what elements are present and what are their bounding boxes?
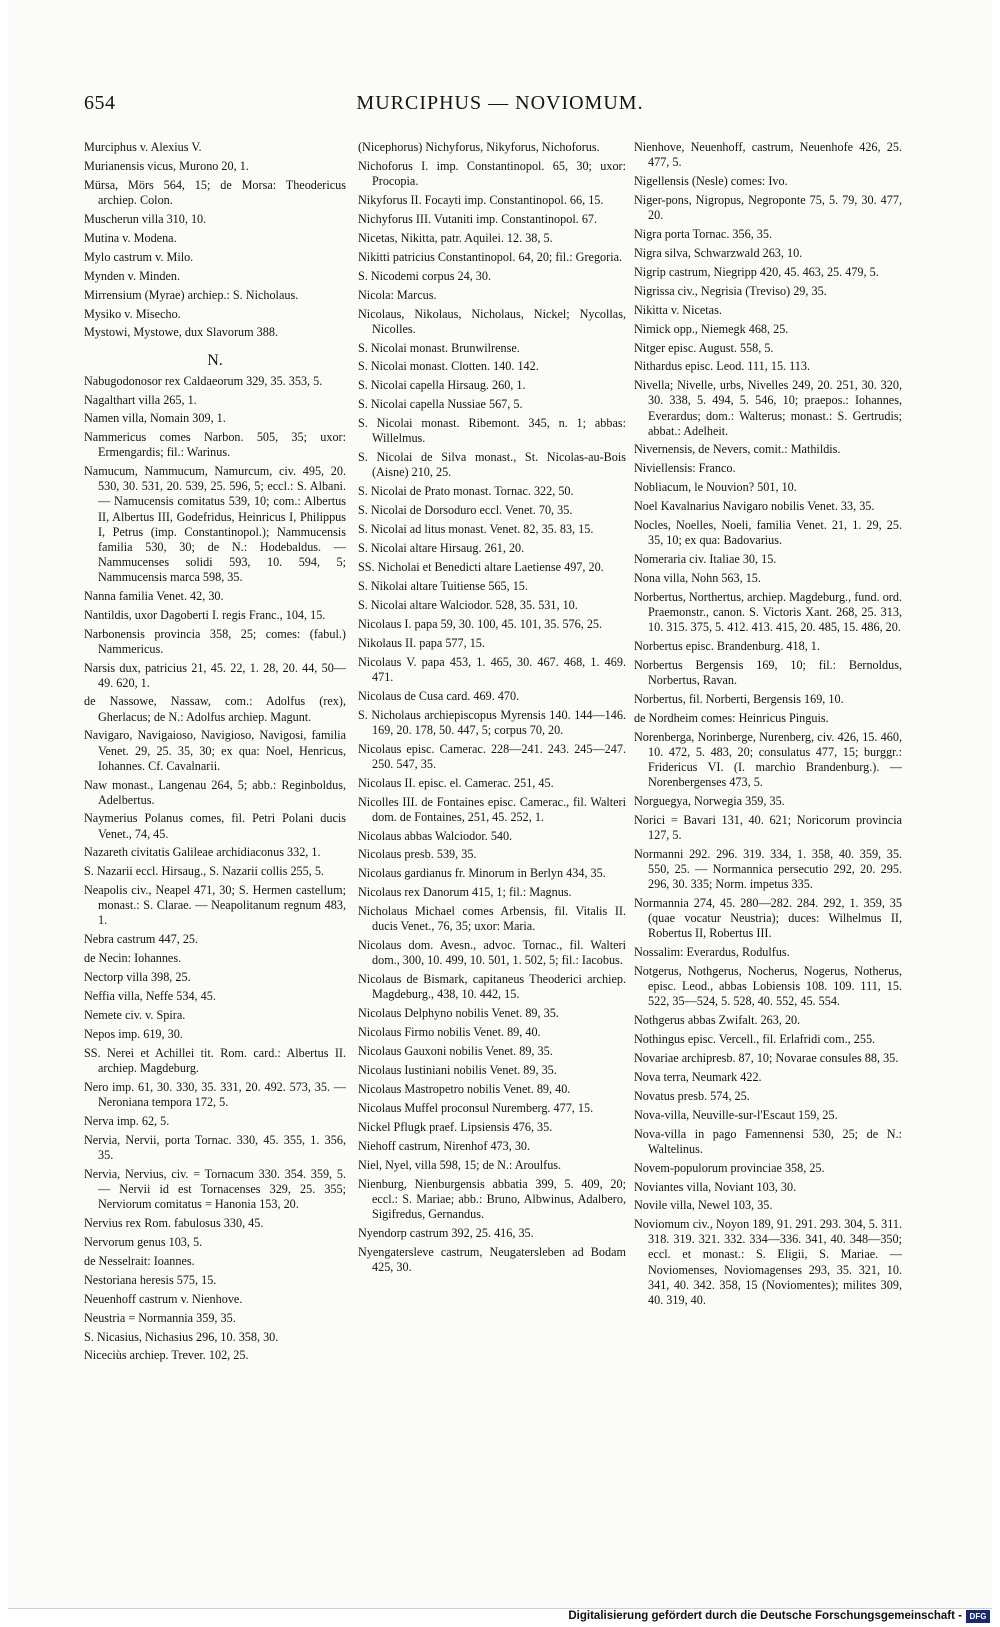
- index-entry: Naw monast., Langenau 264, 5; abb.: Reginboldus, Adelbertus.: [84, 777, 346, 807]
- index-entry: Niel, Nyel, villa 598, 15; de N.: Aroulfus.: [358, 1157, 562, 1172]
- index-entry: S. Nicolai ad litus monast. Venet. 82, 35. 83, 15.: [358, 522, 594, 537]
- index-entry: Nazareth civitatis Galileae archidiaconus 332, 1.: [84, 845, 321, 860]
- index-entry: Noel Kavalnarius Navigaro nobilis Venet. 33, 35.: [634, 499, 875, 514]
- index-entry: Nemete civ. v. Spira.: [84, 1008, 186, 1023]
- index-entry: Norenberga, Norinberge, Nurenberg, civ. 426, 15. 460, 10. 472, 5. 483, 20; consulatus 477, 15; burggr.: Fridericus VI. (I. marchio Brandenburg.). — Norenbergenses 473, 5.: [634, 729, 902, 790]
- index-entry: Norbertus, Northertus, archiep. Magdeburg., fund. ord. Praemonstr., canon. S. Victoris Xant. 268, 25. 313, 10. 315. 375, 5. 412. 413. 415, 20. 485, 15. 486, 20.: [634, 590, 902, 635]
- index-entry: Nienburg, Nienburgensis abbatia 399, 5. 409, 20; eccl.: S. Mariae; abb.: Bruno, Albwinus, Adalbero, Sigifredus, Gernandus.: [358, 1176, 626, 1221]
- index-entry: Novatus presb. 574, 25.: [634, 1088, 750, 1103]
- index-entry: Nicolaus de Bismark, capitaneus Theoderici archiep. Magdeburg., 438, 10. 442, 15.: [358, 972, 626, 1002]
- index-entry: Nicolaus rex Danorum 415, 1; fil.: Magnus.: [358, 885, 572, 900]
- index-entry: Nicolaus dom. Avesn., advoc. Tornac., fil. Walteri dom., 300, 10. 499, 10. 501, 1. 502, 5; fil.: Iacobus.: [358, 938, 626, 968]
- index-entry: S. Nazarii eccl. Hirsaug., S. Nazarii collis 255, 5.: [84, 864, 324, 879]
- index-entry: Nicolaus Gauxoni nobilis Venet. 89, 35.: [358, 1044, 553, 1059]
- index-entry: Neapolis civ., Neapel 471, 30; S. Hermen castellum; monast.: S. Clarae. — Neapolitanum regnum 483, 1.: [84, 883, 346, 928]
- index-entry: Novem-populorum provinciae 358, 25.: [634, 1160, 825, 1175]
- index-entry: Nikolaus II. papa 577, 15.: [358, 635, 485, 650]
- index-entry: Nicolaus episc. Camerac. 228—241. 243. 245—247. 250. 547, 35.: [358, 741, 626, 771]
- index-entry: SS. Nerei et Achillei tit. Rom. card.: Albertus II. archiep. Magdeburg.: [84, 1046, 346, 1076]
- index-entry: Norbertus episc. Brandenburg. 418, 1.: [634, 639, 820, 654]
- index-entry: Nicetas, Nikitta, patr. Aquilei. 12. 38, 5.: [358, 230, 553, 245]
- section-letter: N.: [207, 351, 223, 369]
- index-entry: Navigaro, Navigaioso, Navigioso, Navigosi, familia Venet. 29, 25. 35, 30; ex qua: Noel, Henricus, Iohannes. Cf. Cavalnarii.: [84, 728, 346, 773]
- index-entry: Nithardus episc. Leod. 111, 15. 113.: [634, 359, 811, 374]
- index-entry: de Nordheim comes: Heinricus Pinguis.: [634, 710, 829, 725]
- index-entry: Nicolaus Muffel proconsul Nuremberg. 477, 15.: [358, 1100, 594, 1115]
- index-entry: Nova-villa, Neuville-sur-l'Escaut 159, 25.: [634, 1107, 838, 1122]
- index-entry: S. Nicolai monast. Ribemont. 345, n. 1; abbas: Willelmus.: [358, 416, 626, 446]
- index-entry: Nervius rex Rom. fabulosus 330, 45.: [84, 1215, 264, 1230]
- index-entry: Niehoff castrum, Nirenhof 473, 30.: [358, 1138, 531, 1153]
- index-entry: S. Nicolai monast. Brunwilrense.: [358, 340, 520, 355]
- index-entry: S. Nikolai altare Tuitiense 565, 15.: [358, 578, 528, 593]
- index-entry: (Nicephorus) Nichyforus, Nikyforus, Nichoforus.: [358, 140, 600, 154]
- index-entry: Normannia 274, 45. 280—282. 284. 292, 1. 359, 35 (quae vocatur Neustria); duces: Wilhelmus II, Robertus II, Robertus III.: [634, 895, 902, 941]
- index-entry: Nickel Pflugk praef. Lipsiensis 476, 35.: [358, 1119, 553, 1134]
- index-entry: Nyendorp castrum 392, 25. 416, 35.: [358, 1225, 534, 1240]
- index-entry: Nicolaus I. papa 59, 30. 100, 45. 101, 35. 576, 25.: [358, 616, 603, 631]
- index-entry: Nigrip castrum, Niegripp 420, 45. 463, 25. 479, 5.: [634, 264, 879, 279]
- index-entry: Nicolaus Delphyno nobilis Venet. 89, 35.: [358, 1006, 559, 1021]
- index-entry: S. Nicolai de Prato monast. Tornac. 322, 50.: [358, 484, 574, 499]
- footer-credit: Digitalisierung gefördert durch die Deutsche Forschungsgemeinschaft -: [568, 1610, 962, 1622]
- index-entry: Novile villa, Newel 103, 35.: [634, 1198, 773, 1213]
- index-entry: Nigra silva, Schwarzwald 263, 10.: [634, 245, 803, 260]
- index-entry: Nanna familia Venet. 42, 30.: [84, 588, 224, 603]
- index-entry: Nicolaus de Cusa card. 469. 470.: [358, 688, 520, 703]
- index-entry: Norbertus, fil. Norberti, Bergensis 169, 10.: [634, 692, 844, 707]
- index-entry: S. Nicolai capella Hirsaug. 260, 1.: [358, 378, 526, 393]
- index-entry: Mysiko v. Misecho.: [84, 306, 181, 321]
- index-entry: Mirrensium (Myrae) archiep.: S. Nicholaus.: [84, 287, 299, 302]
- index-entry: S. Nicolai de Silva monast., St. Nicolas-au-Bois (Aisne) 210, 25.: [358, 450, 626, 480]
- index-entry: Nestoriana heresis 575, 15.: [84, 1272, 217, 1287]
- index-entry: Nova terra, Neumark 422.: [634, 1069, 762, 1084]
- index-entry: Nona villa, Nohn 563, 15.: [634, 571, 761, 586]
- index-entry: Nova-villa in pago Famennensi 530, 25; de N.: Waltelinus.: [634, 1126, 902, 1156]
- index-entry: SS. Nicholai et Benedicti altare Laetiense 497, 20.: [358, 560, 604, 574]
- index-entry: de Necin: Iohannes.: [84, 951, 182, 966]
- index-entry: de Nesselrait: Ioannes.: [84, 1253, 195, 1268]
- index-entry: Norguegya, Norwegia 359, 35.: [634, 794, 785, 808]
- page-title: MURCIPHUS — NOVIOMUM.: [356, 92, 644, 114]
- index-entry: Nivernensis, de Nevers, comit.: Mathildis.: [634, 442, 841, 457]
- index-entry: Nicolaus Mastropetro nobilis Venet. 89, 40.: [358, 1081, 571, 1096]
- index-entry: S. Nicasius, Nichasius 296, 10. 358, 30.: [84, 1329, 279, 1344]
- index-entry: Nerva imp. 62, 5.: [84, 1113, 170, 1128]
- index-entry: Nicolaus gardianus fr. Minorum in Berlyn 434, 35.: [358, 866, 606, 881]
- index-entry: Nicolaus Iustiniani nobilis Venet. 89, 35.: [358, 1063, 557, 1078]
- index-entry: Nikitti patricius Constantinopol. 64, 20; fil.: Gregoria.: [358, 249, 623, 264]
- index-entry: Mynden v. Minden.: [84, 268, 181, 283]
- index-entry: Nebra castrum 447, 25.: [84, 932, 199, 947]
- index-entry: Nienhove, Neuenhoff, castrum, Neuenhofe 426, 25. 477, 5.: [634, 140, 902, 170]
- index-entry: Norbertus Bergensis 169, 10; fil.: Bernoldus, Norbertus, Ravan.: [634, 658, 902, 688]
- index-entry: Niger-pons, Nigropus, Negroponte 75, 5. 79, 30. 477, 20.: [634, 192, 902, 222]
- index-entry: Mutina v. Modena.: [84, 230, 177, 245]
- index-entry: Nothingus episc. Vercell., fil. Erlafridi com., 255.: [634, 1031, 876, 1046]
- index-entry: Nyengatersleve castrum, Neugatersleben ad Bodam 425, 30.: [358, 1244, 626, 1274]
- index-entry: S. Nicholaus archiepiscopus Myrensis 140. 144—146. 169, 20. 178, 50. 447, 5; corpus 70, 20.: [358, 707, 626, 737]
- index-entry: Niviellensis: Franco.: [634, 461, 736, 476]
- index-entry: Naymerius Polanus comes, fil. Petri Polani ducis Venet., 74, 45.: [84, 811, 346, 841]
- index-entry: Noviomum civ., Noyon 189, 91. 291. 293. 304, 5. 311. 318. 319. 321. 332. 334—336. 341, 40. 348—350; eccl. et monast.: S. Eligii, S. Mariae. — Noviomenses, Noviomagenses 293, 35. 321, 10. 341, 40. 342. 358, 15 (Noviomentes); milites 309, 40. 319, 40.: [634, 1217, 902, 1307]
- index-entry: Namen villa, Nomain 309, 1.: [84, 411, 226, 426]
- index-entry: Nervia, Nervii, porta Tornac. 330, 45. 355, 1. 356, 35.: [84, 1132, 346, 1162]
- index-entry: Nabugodonosor rex Caldaeorum 329, 35. 353, 5.: [84, 373, 323, 388]
- index-entry: Nicolaus abbas Walciodor. 540.: [358, 828, 513, 843]
- index-entry: Nicolles III. de Fontaines episc. Camerac., fil. Walteri dom. de Fontaines, 251, 45. 252, 1.: [358, 794, 626, 824]
- index-entry: Nammericus comes Narbon. 505, 35; uxor: Ermengardis; fil.: Warinus.: [84, 430, 346, 460]
- index-entry: Nicolaus presb. 539, 35.: [358, 847, 477, 862]
- index-entry: Nigra porta Tornac. 356, 35.: [634, 226, 773, 241]
- index-entry: de Nassowe, Nassaw, com.: Adolfus (rex), Gherlacus; de N.: Adolfus archiep. Magunt.: [84, 694, 346, 724]
- index-entry: Nomeraria civ. Italiae 30, 15.: [634, 552, 777, 567]
- index-entry: Neustria = Normannia 359, 35.: [84, 1310, 236, 1325]
- index-entry: Nicola: Marcus.: [358, 287, 437, 302]
- index-entry: Norici = Bavari 131, 40. 621; Noricorum provincia 127, 5.: [634, 812, 902, 842]
- index-entry: Nicholaus Michael comes Arbensis, fil. Vitalis II. ducis Venet., 76, 35; uxor: Maria.: [358, 904, 626, 934]
- index-entry: Nothgerus abbas Zwifalt. 263, 20.: [634, 1012, 801, 1027]
- index-entry: Nigellensis (Nesle) comes: Ivo.: [634, 173, 788, 188]
- index-entry: Mylo castrum v. Milo.: [84, 249, 194, 264]
- index-entry: Nikyforus II. Focayti imp. Constantinopol. 66, 15.: [358, 192, 604, 207]
- index-entry: Nicolaus II. episc. el. Camerac. 251, 45.: [358, 775, 554, 790]
- index-entry: Nicolaus V. papa 453, 1. 465, 30. 467. 468, 1. 469. 471.: [358, 654, 626, 684]
- index-entry: Nossalim: Everardus, Rodulfus.: [634, 944, 790, 959]
- index-entry: Novariae archipresb. 87, 10; Novarae consules 88, 35.: [634, 1050, 899, 1065]
- dfg-logo: DFG: [966, 1610, 990, 1623]
- index-entry: Notgerus, Nothgerus, Nocherus, Nogerus, Notherus, episc. Leod., abbas Lobiensis 108. 109. 111, 15. 522, 35—524, 5. 528, 40. 552, 45. 554.: [634, 963, 902, 1009]
- index-entry: Neffia villa, Neffe 534, 45.: [84, 989, 216, 1004]
- index-entry: Nitger episc. August. 558, 5.: [634, 340, 774, 355]
- index-entry: Nimick opp., Niemegk 468, 25.: [634, 321, 789, 336]
- index-entry: Narbonensis provincia 358, 25; comes: (fabul.) Nammericus.: [84, 626, 346, 656]
- page-number: 654: [84, 92, 116, 114]
- index-entry: Namucum, Nammucum, Namurcum, civ. 495, 20. 530, 30. 531, 20. 539, 25. 596, 5; eccl.: S. Albani. — Namucensis comitatus 539, 10; com.: Albertus II, Albertus III, Godefridus, Heinricus I, Philippus I, Petrus (imp. Constantinopol.); Nammucensis familia 530, 30; de N.: Hodebaldus. — Nammucenses solidi 593, 10. 594, 5; Nammucensis marca 598, 35.: [84, 464, 346, 584]
- index-entry: Nichyforus III. Vutaniti imp. Constantinopol. 67.: [358, 211, 598, 226]
- index-entry: Mürsa, Mörs 564, 15; de Morsa: Theodericus archiep. Colon.: [84, 177, 346, 207]
- index-entry: S. Nicolai altare Walciodor. 528, 35. 531, 10.: [358, 597, 578, 612]
- index-entry: Nectorp villa 398, 25.: [84, 970, 191, 985]
- index-column-3: [634, 140, 902, 1312]
- index-entry: Nero imp. 61, 30. 330, 35. 331, 20. 492. 573, 35. — Neroniana tempora 172, 5.: [84, 1079, 346, 1110]
- index-entry: Nobliacum, le Nouvion? 501, 10.: [634, 480, 797, 495]
- index-entry: Nervia, Nervius, civ. = Tornacum 330. 354. 359, 5. — Nervii id est Tornacenses 329, 25. 355; Nerviorum comitatus = Hanonia 153, 20.: [84, 1166, 346, 1211]
- index-entry: Niceciùs archiep. Trever. 102, 25.: [84, 1348, 249, 1363]
- index-entry: Nocles, Noelles, Noeli, familia Venet. 21, 1. 29, 25. 35, 10; ex qua: Badovarius.: [634, 518, 902, 548]
- index-entry: Murianensis vicus, Murono 20, 1.: [84, 158, 249, 173]
- index-entry: Nivella; Nivelle, urbs, Nivelles 249, 20. 251, 30. 320, 30. 338, 5. 494, 5. 546, 10; praepos.: Iohannes, Everardus; dom.: Walterus; monast.: S. Gertrudis; abbat.: Adelheit.: [634, 378, 902, 438]
- index-entry: Noviantes villa, Noviant 103, 30.: [634, 1179, 797, 1194]
- index-entry: Narsis dux, patricius 21, 45. 22, 1. 28, 20. 44, 50—49. 620, 1.: [84, 660, 346, 690]
- index-entry: Nagalthart villa 265, 1.: [84, 392, 197, 407]
- index-entry: S. Nicodemi corpus 24, 30.: [358, 268, 492, 283]
- index-entry: Nantildis, uxor Dagoberti I. regis Franc., 104, 15.: [84, 607, 326, 622]
- index-column-2: [358, 140, 626, 1279]
- index-entry: Nicolaus Firmo nobilis Venet. 89, 40.: [358, 1025, 541, 1040]
- index-entry: Mystowi, Mystowe, dux Slavorum 388.: [84, 325, 278, 340]
- index-entry: S. Nicolai de Dorsoduro eccl. Venet. 70, 35.: [358, 503, 573, 518]
- index-entry: Muscherun villa 310, 10.: [84, 211, 207, 226]
- index-column-1: [84, 140, 346, 1367]
- index-entry: Nichoforus I. imp. Constantinopol. 65, 30; uxor: Procopia.: [358, 158, 626, 188]
- index-entry: Nikitta v. Nicetas.: [634, 302, 722, 317]
- index-entry: Normanni 292. 296. 319. 334, 1. 358, 40. 359, 35. 550, 25. — Normannica persecutio 292, 20. 295. 296, 30. 335; Norm. impetus 335.: [634, 846, 902, 892]
- index-entry: S. Nicolai monast. Clotten. 140. 142.: [358, 359, 539, 374]
- index-entry: Nepos imp. 619, 30.: [84, 1027, 183, 1042]
- index-entry: Nigrissa civ., Negrisia (Treviso) 29, 35.: [634, 283, 827, 298]
- index-entry: S. Nicolai capella Nussiae 567, 5.: [358, 397, 523, 412]
- index-entry: Murciphus v. Alexius V.: [84, 140, 202, 154]
- index-entry: Neuenhoff castrum v. Nienhove.: [84, 1291, 243, 1306]
- index-entry: Nervorum genus 103, 5.: [84, 1234, 203, 1249]
- index-entry: S. Nicolai altare Hirsaug. 261, 20.: [358, 541, 525, 556]
- index-entry: Nicolaus, Nikolaus, Nicholaus, Nickel; Nycollas, Nicolles.: [358, 306, 626, 336]
